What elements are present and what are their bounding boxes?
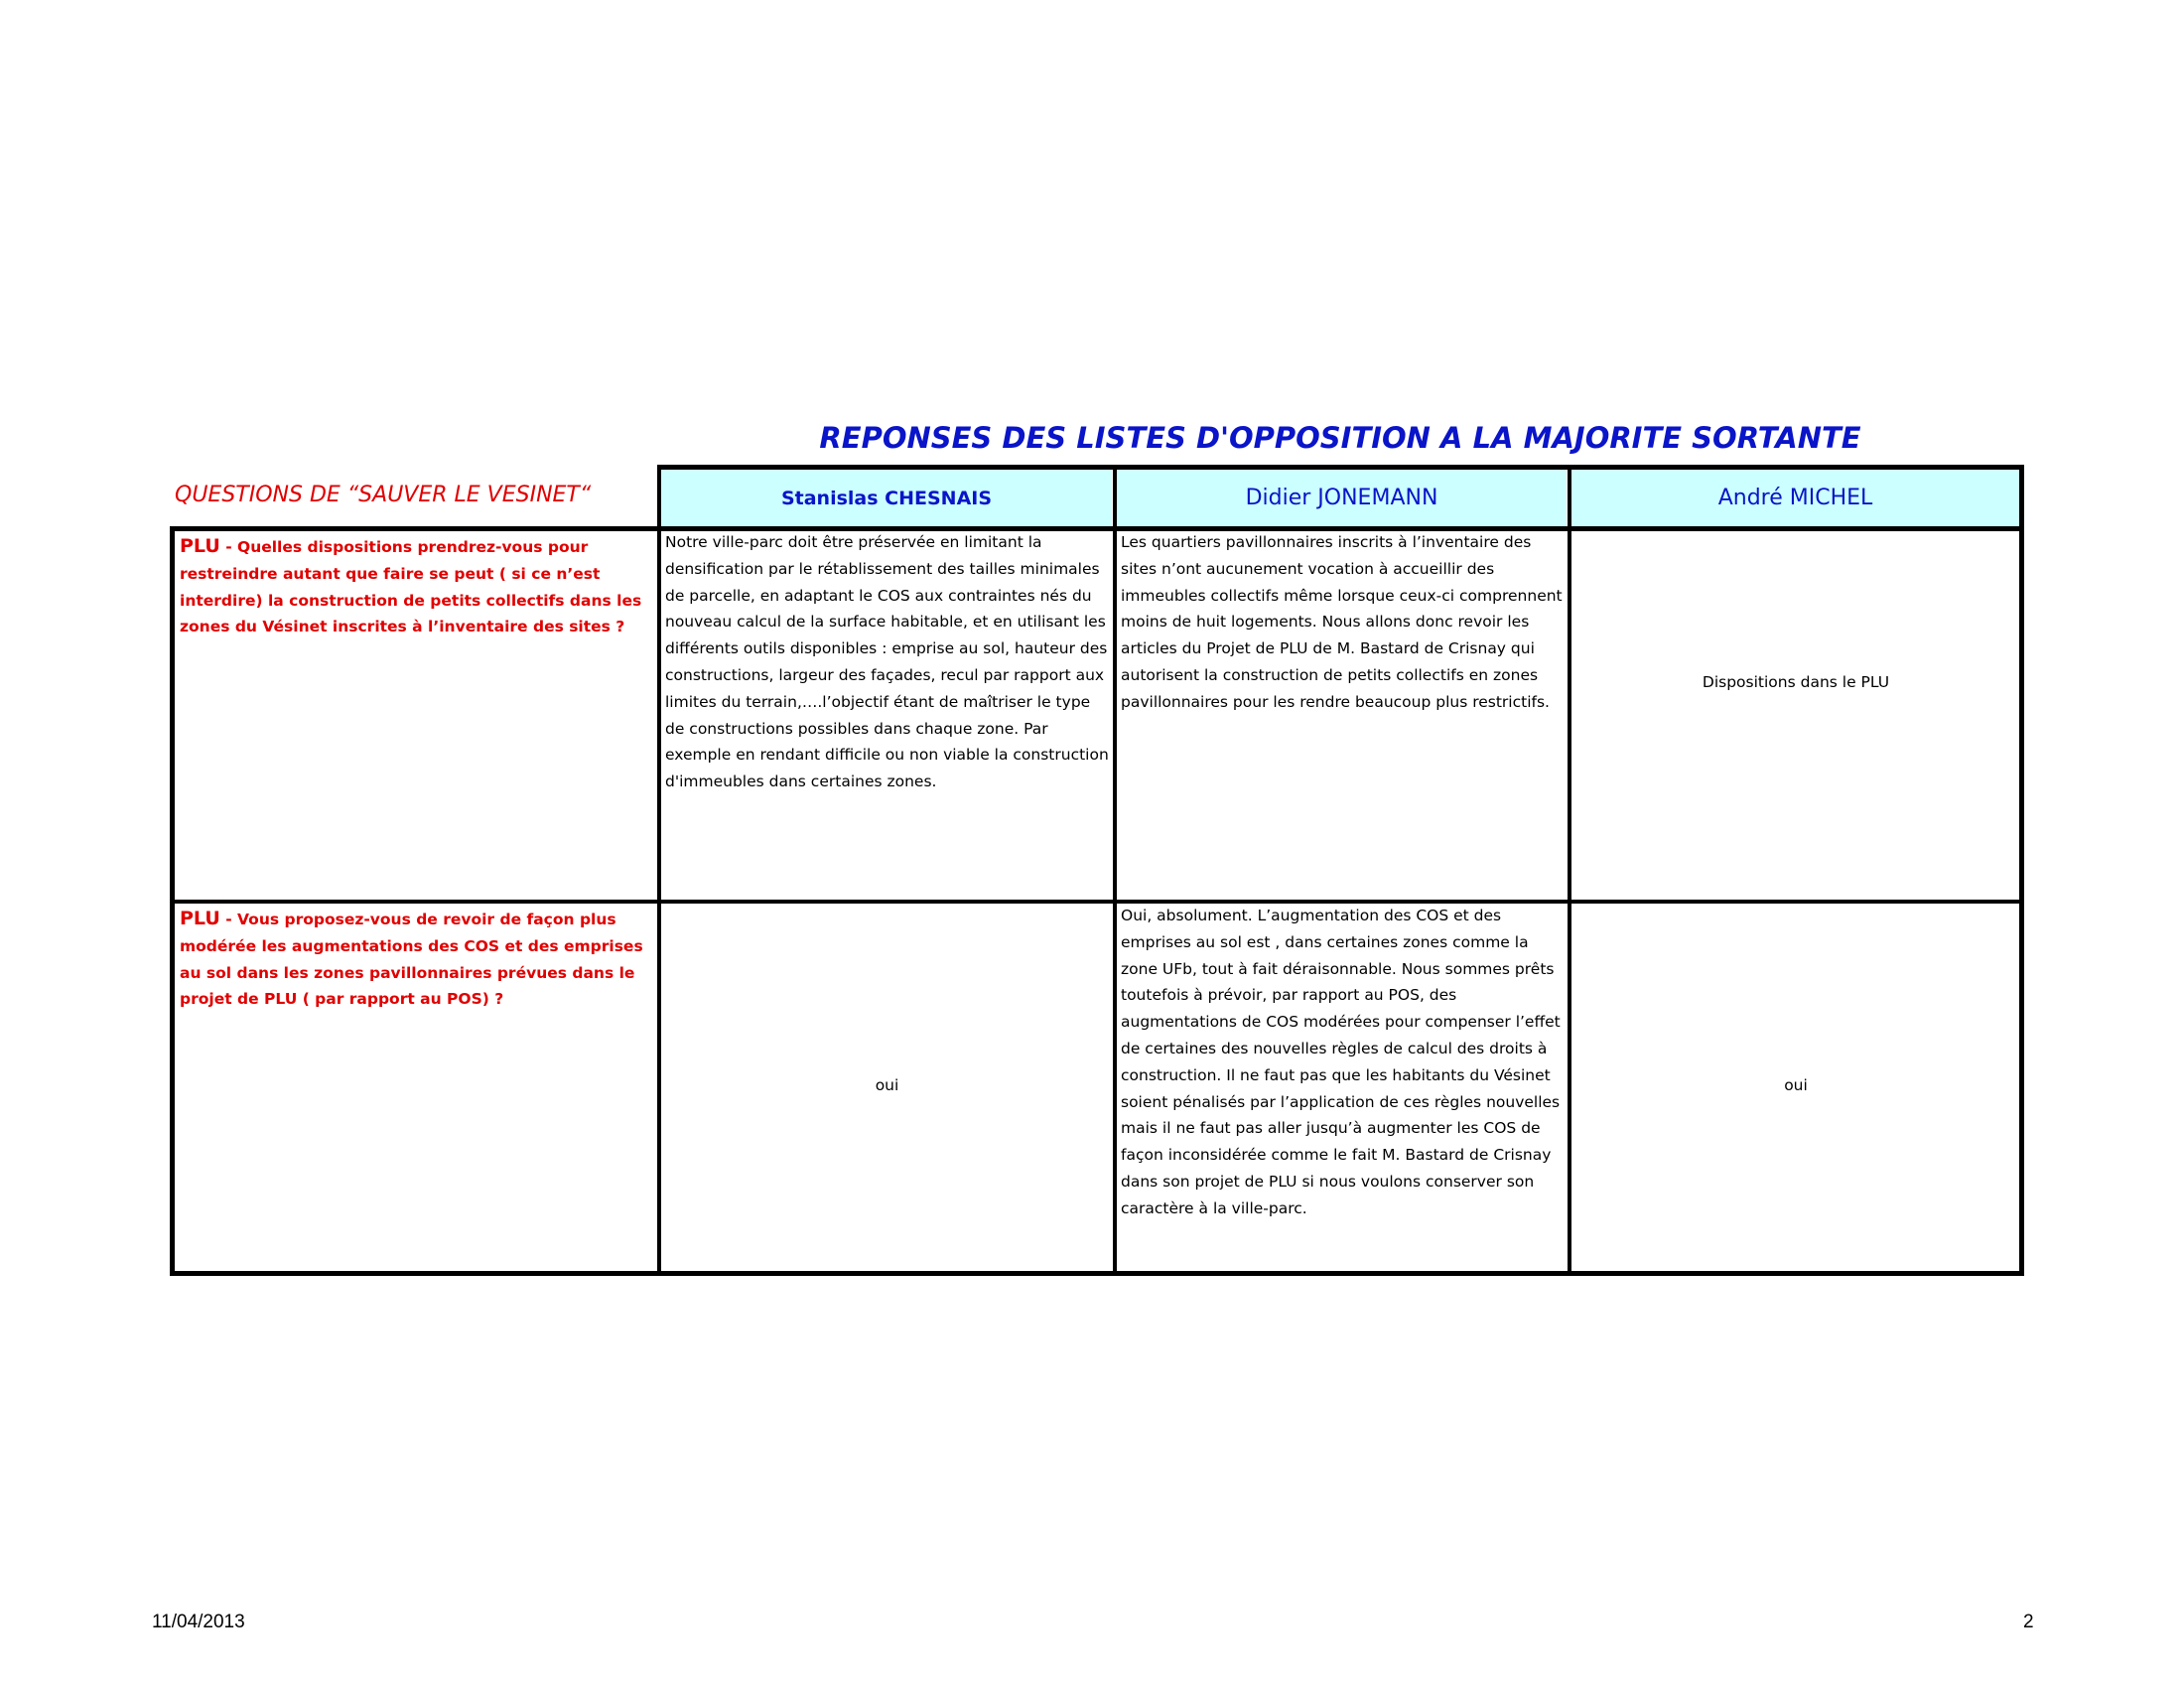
- answer-row-2-chesnais-text: oui: [875, 1076, 899, 1095]
- answer-row-2-michel-text: oui: [1784, 1076, 1808, 1095]
- page-number: 2: [2023, 1612, 2034, 1632]
- column-divider-1: [657, 465, 661, 1276]
- table-right-border: [2019, 465, 2024, 1276]
- question-row-1: [176, 533, 659, 831]
- header-bottom-border: [170, 526, 2024, 531]
- answer-row-1-chesnais-text: Notre ville-parc doit être préservée en limitant la densification par le rétablissement des tailles minimales de parcelle, en adaptant le COS aux contraintes nés du nouveau calcul de la surface habitable, et en utilisant les différents outils disponibles : emprise au sol, hauteur des constructions, largeur des façades, recul par rapport aux limites du terrain,….l’objectif étant de maîtriser le type de constructions possibles dans chaque zone. Par exemple en rendant difficile ou non viable la construction d'immeubles dans certaines zones.: [665, 533, 1109, 791]
- column-header-jonemann: [1117, 470, 1567, 526]
- answer-row-2-michel: [1572, 903, 2019, 1269]
- responses-table: [170, 465, 2024, 1276]
- column-header-michel: [1571, 470, 2019, 526]
- column-divider-2: [1113, 465, 1117, 1276]
- header-top-border: [657, 465, 2024, 470]
- column-divider-3: [1568, 465, 1571, 1276]
- table-bottom-border: [170, 1271, 2024, 1276]
- answer-row-1-michel-text: Dispositions dans le PLU: [1702, 672, 1890, 691]
- question-row-2-prefix: PLU: [180, 908, 220, 929]
- table-left-border: [170, 526, 175, 1276]
- question-row-2-text: - Vous proposez-vous de revoir de façon plus modérée les augmentations des COS et des emprises au sol dans les zones pavillonnaires prévues dans le projet de PLU ( par rapport au POS) ?: [180, 911, 643, 1009]
- answer-row-1-jonemann-text: Les quartiers pavillonnaires inscrits à l’inventaire des sites n’ont aucunement vocation à accueillir des immeubles collectifs même lorsque ceux-ci comprennent moins de huit logements. Nous allons donc revoir les articles du Projet de PLU de M. Bastard de Crisnay qui autorisent la construction de petits collectifs en zones pavillonnaires pour les rendre beaucoup plus restrictifs.: [1121, 533, 1563, 711]
- answer-row-2-jonemann: [1118, 903, 1567, 1269]
- answer-row-1-jonemann: [1118, 529, 1567, 832]
- question-row-1-text: - Quelles dispositions prendrez-vous pour restreindre autant que faire se peut ( si ce n’est interdire) la construction de petits collectifs dans les zones du Vésinet inscrites à l’inventaire des sites ?: [180, 538, 642, 636]
- questions-header: QUESTIONS DE “SAUVER LE VESINET“: [175, 483, 592, 507]
- column-header-jonemann-label: Didier JONEMANN: [1245, 486, 1438, 510]
- document-title: REPONSES DES LISTES D'OPPOSITION A LA MAJORITE SORTANTE: [819, 421, 1861, 455]
- column-header-michel-label: André MICHEL: [1717, 486, 1873, 510]
- answer-row-2-jonemann-text: Oui, absolument. L’augmentation des COS et des emprises au sol est , dans certaines zones comme la zone UFb, tout à fait déraisonnable. Nous sommes prêts toutefois à prévoir, par rapport au POS, des augmentations de COS modérées pour compenser l’effet de certaines des nouvelles règles de calcul des droits à construction. Il ne faut pas que les habitants du Vésinet soient pénalisés par l’application de ces règles nouvelles mais il ne faut pas aller jusqu’à augmenter les COS de façon inconsidérée comme le fait M. Bastard de Crisnay dans son projet de PLU si nous voulons conserver son caractère à la ville-parc.: [1121, 907, 1561, 1217]
- question-row-2: [176, 906, 659, 1203]
- column-header-chesnais-label: Stanislas CHESNAIS: [780, 487, 993, 509]
- answer-row-2-chesnais: [662, 903, 1112, 1269]
- answer-row-1-michel: [1572, 529, 2019, 835]
- row-divider: [170, 900, 2024, 904]
- answer-row-1-chesnais: [662, 529, 1112, 832]
- column-header-chesnais: [661, 470, 1112, 526]
- question-row-1-prefix: PLU: [180, 535, 220, 557]
- footer-date: 11/04/2013: [152, 1612, 245, 1632]
